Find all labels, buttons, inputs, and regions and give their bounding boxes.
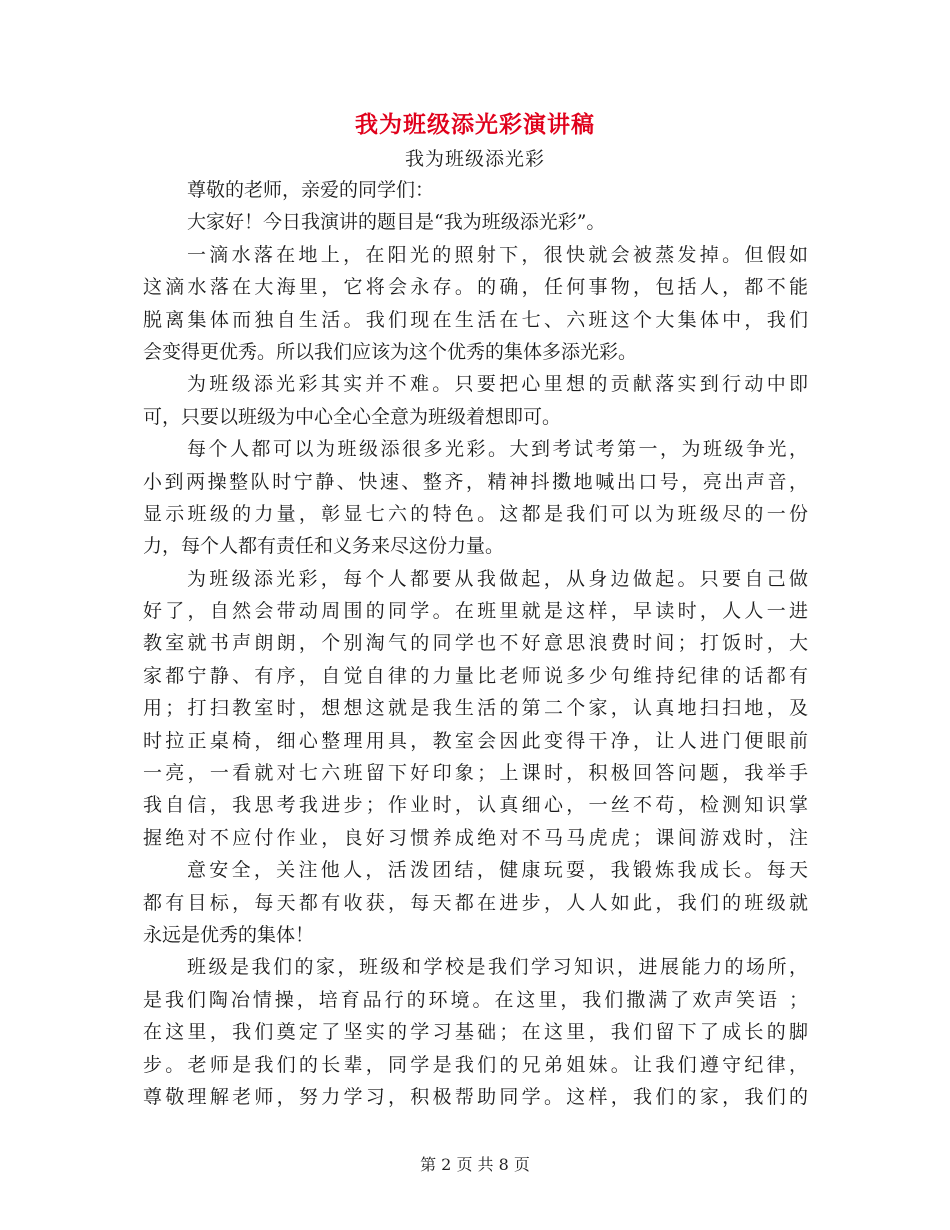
text-line: 一滴水落在地上，在阳光的照射下，很快就会被蒸发掉。但假如 [187, 243, 808, 266]
text-line: 是我们陶冶情操，培育品行的环境。在这里，我们撒满了欢声笑语 ； [143, 988, 808, 1011]
text-line: 家都宁静、有序，自觉自律的力量比老师说多少句维持纪律的话都有 [143, 664, 808, 687]
text-line: 我自信，我思考我进步；作业时，认真细心，一丝不苟，检测知识掌 [143, 794, 808, 817]
text-line: 可，只要以班级为中心全心全意为班级着想即可。 [143, 405, 562, 428]
text-line: 用；打扫教室时，想想这就是我生活的第二个家，认真地扫扫地，及 [143, 697, 808, 720]
text-line: 为班级添光彩，每个人都要从我做起，从身边做起。只要自己做 [187, 567, 808, 590]
text-line: 在这里，我们奠定了坚实的学习基础；在这里，我们留下了成长的脚 [143, 1021, 808, 1044]
text-line: 为班级添光彩其实并不难。只要把心里想的贡献落实到行动中即 [187, 373, 808, 396]
text-line: 显示班级的力量，彰显七六的特色。这都是我们可以为班级尽的一份 [143, 502, 808, 525]
text-line: 脱离集体而独自生活。我们现在生活在七、六班这个大集体中，我们 [143, 308, 808, 331]
text-line: 握绝对不应付作业，良好习惯养成绝对不马马虎虎；课间游戏时，注 [143, 826, 808, 849]
document-title: 我为班级添光彩演讲稿 [355, 112, 595, 138]
text-line: 大家好！今日我演讲的题目是“我为班级添光彩”。 [187, 211, 606, 234]
text-line: 教室就书声朗朗，个别淘气的同学也不好意思浪费时间；打饭时，大 [143, 632, 808, 655]
text-line: 这滴水落在大海里，它将会永存。的确，任何事物，包括人，都不能 [143, 276, 808, 299]
text-line: 班级是我们的家，班级和学校是我们学习知识，进展能力的场所， [187, 956, 808, 979]
text-line: 每个人都可以为班级添很多光彩。大到考试考第一，为班级争光， [187, 438, 808, 461]
text-line: 尊敬的老师，亲爱的同学们： [187, 179, 435, 201]
text-line: 步。老师是我们的长辈，同学是我们的兄弟姐妹。让我们遵守纪律， [143, 1053, 808, 1076]
page-footer: 第 2 页 共 8 页 [420, 1155, 530, 1174]
text-line: 一亮，一看就对七六班留下好印象；上课时，积极回答问题，我举手 [143, 762, 808, 785]
document-body [143, 174, 808, 1113]
text-line: 时拉正桌椅，细心整理用具，教室会因此变得干净，让人进门便眼前 [143, 729, 808, 752]
text-line: 永远是优秀的集体！ [143, 923, 315, 946]
text-line: 意安全，关注他人，活泼团结，健康玩耍，我锻炼我成长。每天 [187, 859, 808, 882]
document-subtitle: 我为班级添光彩 [404, 148, 545, 170]
text-line: 力，每个人都有责任和义务来尽这份力量。 [143, 535, 505, 558]
text-line: 小到两操整队时宁静、快速、整齐，精神抖擞地喊出口号，亮出声音， [143, 470, 808, 493]
text-line: 尊敬理解老师，努力学习，积极帮助同学。这样，我们的家，我们的 [143, 1085, 808, 1108]
text-line: 好了，自然会带动周围的同学。在班里就是这样，早读时，人人一进 [143, 600, 808, 623]
text-line: 都有目标，每天都有收获，每天都在进步，人人如此，我们的班级就 [143, 891, 808, 914]
text-line: 会变得更优秀。所以我们应该为这个优秀的集体多添光彩。 [143, 340, 638, 363]
